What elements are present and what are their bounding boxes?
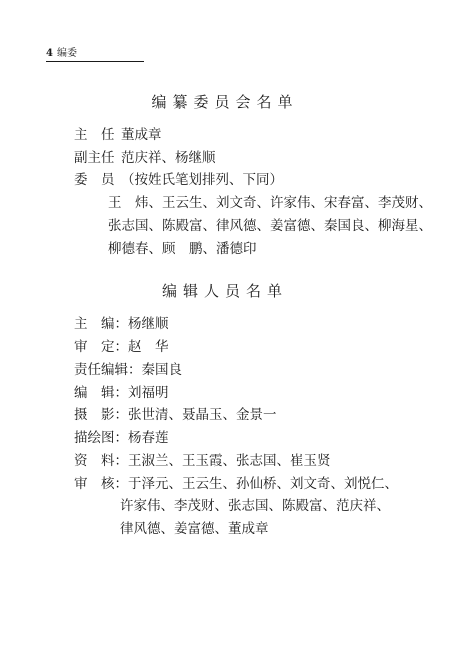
reviewer-line <box>74 338 169 356</box>
header-rule <box>46 61 144 62</box>
running-header <box>46 47 146 65</box>
members-label: 委 员 <box>74 172 115 188</box>
illustration-line <box>74 429 169 447</box>
reviewer-label: 审 定： <box>74 339 128 355</box>
editor-label: 编 辑： <box>74 385 128 401</box>
committee-members-line <box>74 171 283 189</box>
materials-label: 资 料： <box>74 453 128 469</box>
responsible-editor-line <box>74 361 182 379</box>
editor-in-chief-value: 杨继顺 <box>128 316 169 332</box>
chair-value: 董成章 <box>121 127 162 143</box>
members-list-line: 柳德春、顾 鹏、潘德印 <box>108 241 257 257</box>
vice-chair-value: 范庆祥、杨继顺 <box>121 150 216 166</box>
committee-vice-chair-line <box>74 149 216 167</box>
photography-value: 张世清、聂晶玉、金景一 <box>128 407 277 423</box>
committee-title: 编纂委员会名单 <box>151 93 299 111</box>
editor-in-chief-line <box>74 315 169 333</box>
proofreading-line <box>74 475 398 493</box>
proofreading-label: 审 核： <box>74 476 128 492</box>
editor-line <box>74 384 169 402</box>
illustration-value: 杨春莲 <box>128 430 169 446</box>
proofreading-value: 于泽元、王云生、孙仙桥、刘文奇、刘悦仁、 <box>128 476 398 492</box>
members-list-line: 王 炜、王云生、刘文奇、许家伟、宋春富、李茂财、 <box>108 195 432 211</box>
editor-value: 刘福明 <box>128 385 169 401</box>
editor-in-chief-label: 主 编： <box>74 316 128 332</box>
members-note: （按姓氏笔划排列、下同） <box>121 172 283 188</box>
responsible-editor-label: 责任编辑： <box>74 362 142 378</box>
chair-label: 主 任 <box>74 127 115 143</box>
photography-label: 摄 影： <box>74 407 128 423</box>
materials-line <box>74 452 331 470</box>
running-title: 编委 <box>57 48 77 59</box>
proofreading-list-line: 律风德、姜富德、董成章 <box>120 521 269 537</box>
illustration-label: 描绘图： <box>74 430 128 446</box>
committee-chair-line <box>74 126 162 144</box>
photography-line <box>74 406 277 424</box>
page-number: 4 <box>46 48 53 59</box>
proofreading-list-line: 许家伟、李茂财、张志国、陈殿富、范庆祥、 <box>120 498 390 514</box>
materials-value: 王淑兰、王玉霞、张志国、崔玉贤 <box>128 453 331 469</box>
responsible-editor-value: 秦国良 <box>141 362 182 378</box>
members-list-line: 张志国、陈殿富、律风德、姜富德、秦国良、柳海星、 <box>108 218 432 234</box>
staff-title: 编辑人员名单 <box>161 282 288 300</box>
reviewer-value: 赵 华 <box>128 339 169 355</box>
vice-chair-label: 副主任 <box>74 150 115 166</box>
